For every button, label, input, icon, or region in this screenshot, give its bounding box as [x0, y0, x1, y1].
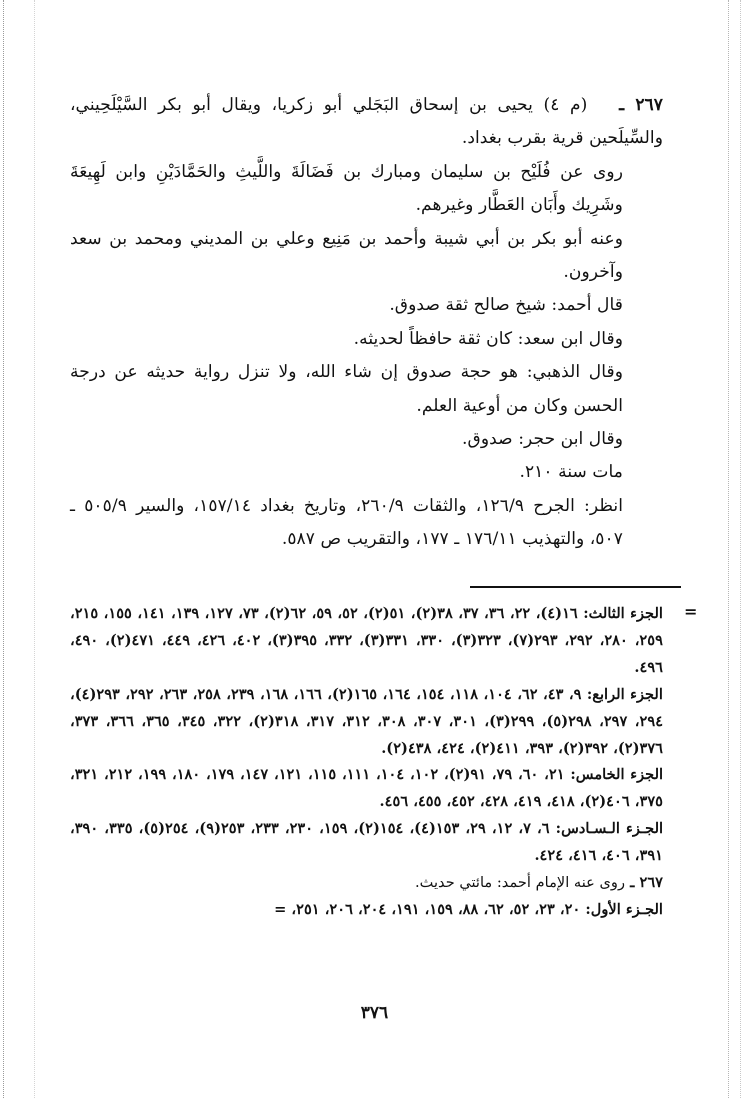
- death-year: مات سنة ٢١٠.: [519, 462, 623, 483]
- page-number: ٣٧٦: [360, 1003, 389, 1023]
- entry-name-text: (م ٤) يحيى بن إسحاق البَجَلي أبو زكريا، ويقال أبو بكر السَّيْلَحِيني، والسِّيلَحين قرية بقرب بغداد.: [70, 95, 663, 149]
- footnote-volume-5: الجزء الخامس: ٢١، ٦٠، ٧٩، ٩١(٢)، ١٠٢، ١٠٤، ١١١، ١١٥، ١٢١، ١٤٧، ١٧٩، ١٨٠، ١٩٩، ٢١٢، ٣٢١، ٣٧٥، ٤٠٦(٢)، ٤١٨، ٤١٩، ٤٢٨، ٤٥٢، ٤٥٥، ٤٥٦.: [70, 766, 664, 811]
- ibn-saad-opinion: وقال ابن سعد: كان ثقة حافظاً لحديثه.: [353, 328, 623, 349]
- footnote-note-text: روى عنه الإمام أحمد: مائتي حديث.: [415, 874, 626, 892]
- biography-entry: [70, 89, 663, 557]
- footnote-note-number: ٢٦٧ ـ: [630, 874, 663, 892]
- footnote-volume-4: الجزء الرابع: ٩، ٤٣، ٦٢، ١٠٤، ١١٨، ١٥٤، ١٦٤، ١٦٥(٢)، ١٦٦، ١٦٨، ٢٣٩، ٢٥٨، ٢٦٣، ٢٩٢، ٢٩٣(٤)، ٢٩٤، ٢٩٧، ٢٩٨(٥)، ٢٩٩(٣)، ٣٠١، ٣٠٧، ٣٠٨، ٣١٢، ٣١٧، ٣١٨(٢)، ٣٢٢، ٣٤٥، ٣٦٥، ٣٦٦، ٣٧٣، ٣٧٦(٢)، ٣٩٢(٢)، ٣٩٣، ٤١١(٢)، ٤٢٤، ٤٣٨(٢).: [70, 685, 664, 757]
- references: انظر: الجرح ١٢٦/٩، والثقات ٢٦٠/٩، وتاريخ بغداد ١٥٧/١٤، والسير ٥٠٥/٩ ـ ٥٠٧، والتهذيب ١٧٦/١١ ـ ١٧٧، والتقريب ص ٥٨٧.: [70, 495, 623, 550]
- entry-heading: [70, 89, 663, 156]
- scan-edge-left-inner: [34, 0, 35, 1098]
- footnote-separator: [470, 586, 681, 588]
- entry-number: ٢٦٧ ـ: [619, 95, 664, 115]
- footnote-note-267: [70, 870, 663, 897]
- ahmad-opinion: قال أحمد: شيخ صالح ثقة صدوق.: [389, 295, 623, 316]
- footnotes: [70, 601, 663, 924]
- ibn-hajar-opinion: وقال ابن حجر: صدوق.: [462, 429, 623, 450]
- scan-edge-right-outer: [740, 0, 741, 1098]
- footnote-volume-3: الجزء الثالث: ١٦(٤)، ٢٢، ٣٦، ٣٧، ٣٨(٢)، ٥١(٢)، ٥٢، ٥٩، ٦٢(٢)، ٧٣، ١٢٧، ١٣٩، ١٤١، ١٥٥، ٢١٥، ٢٥٩، ٢٨٠، ٢٩٢، ٢٩٣(٧)، ٣٢٣(٣)، ٣٣٠، ٣٣١(٣)، ٣٣٢، ٣٩٥(٣)، ٤٠٢، ٤٢٦، ٤٤٩، ٤٧١(٢)، ٤٩٠، ٤٩٦.: [70, 605, 663, 676]
- footnote-volume-6: الجـزء الـسـادس: ٦، ٧، ١٢، ٢٩، ١٥٣(٤)، ١٥٤(٢)، ١٥٩، ٢٣٠، ٢٣٣، ٢٥٣(٩)، ٢٥٤(٥)، ٣٣٥، ٣٩٠، ٣٩١، ٤٠٦، ٤١٦، ٤٢٤.: [70, 820, 664, 865]
- continuation-mark-top: =: [684, 602, 698, 621]
- scan-edge-right: [728, 0, 729, 1098]
- scan-edge-left: [3, 0, 4, 1098]
- narrated-from: روى عن فُلَيْح بن سليمان ومبارك بن فَضَالَةَ واللَّيثِ والحَمَّادَيْنِ وابن لَهِيعَةَ وشَرِيك وأَبَان العَطَّار وغيرهم.: [70, 161, 623, 216]
- footnote-volume-1: الجـزء الأول: ٢٠، ٢٣، ٥٢، ٦٢، ٨٨، ١٥٩، ١٩١، ٢٠٤، ٢٠٦، ٢٥١، =: [274, 900, 663, 918]
- dhahabi-opinion: وقال الذهبي: هو حجة صدوق إن شاء الله، ولا تنزل رواية حديثه عن درجة الحسن وكان من أوعية العلم.: [70, 362, 623, 416]
- narrated-by: وعنه أبو بكر بن أبي شيبة وأحمد بن مَنِيع وعلي بن المديني ومحمد بن سعد وآخرون.: [70, 228, 623, 283]
